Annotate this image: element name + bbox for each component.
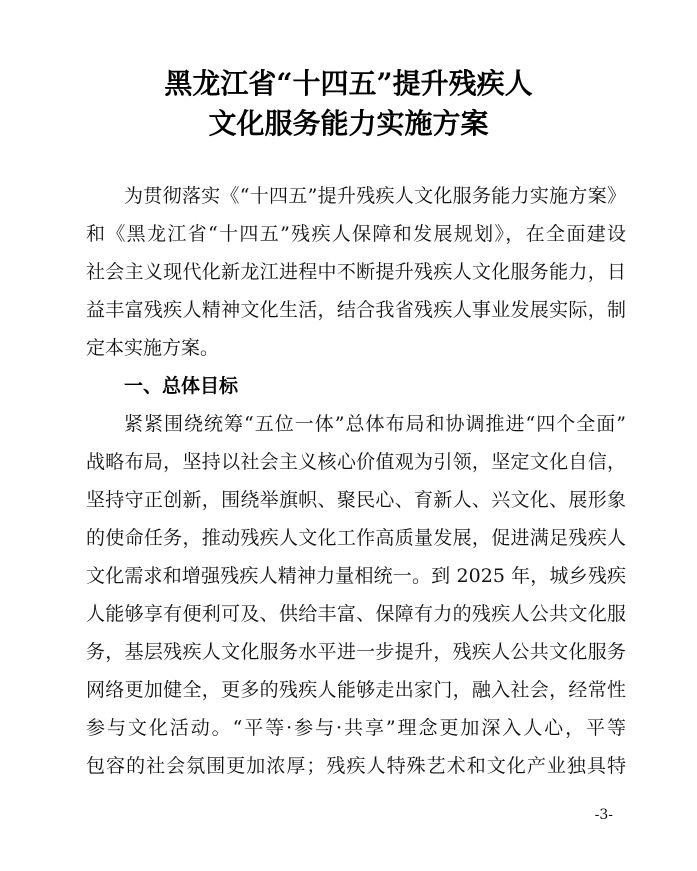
body-paragraph-line: 文化需求和增强残疾人精神力量相统一。到 2025 年，城乡残疾 [86, 565, 626, 587]
section-heading: 一、总体目标 [124, 375, 239, 397]
document-title-line-2: 文化服务能力实施方案 [208, 107, 489, 140]
intro-paragraph-line: 定本实施方案。 [86, 337, 220, 359]
document-title-line-1: 黑龙江省“十四五”提升残疾人 [164, 67, 533, 100]
intro-paragraph-line: 社会主义现代化新龙江进程中不断提升残疾人文化服务能力，日 [86, 261, 626, 283]
intro-paragraph-line: 为贯彻落实《“十四五”提升残疾人文化服务能力实施方案》 [124, 185, 626, 207]
body-paragraph-line: 包容的社会氛围更加浓厚；残疾人特殊艺术和文化产业独具特 [86, 755, 626, 777]
body-paragraph-line: 网络更加健全，更多的残疾人能够走出家门，融入社会，经常性 [86, 679, 626, 701]
body-paragraph-line: 战略布局，坚持以社会主义核心价值观为引领，坚定文化自信， [86, 451, 626, 473]
intro-paragraph-line: 和《黑龙江省“十四五”残疾人保障和发展规划》，在全面建设 [86, 223, 626, 245]
body-paragraph-line: 坚持守正创新，围绕举旗帜、聚民心、育新人、兴文化、展形象 [86, 489, 626, 511]
body-paragraph-line: 紧紧围绕统筹“五位一体”总体布局和协调推进“四个全面” [124, 413, 626, 435]
intro-paragraph-line: 益丰富残疾人精神文化生活，结合我省残疾人事业发展实际，制 [86, 299, 626, 321]
body-paragraph-line: 参与文化活动。“平等·参与·共享”理念更加深入人心，平等 [86, 717, 626, 739]
page-number: -3- [594, 807, 613, 823]
body-paragraph-line: 的使命任务，推动残疾人文化工作高质量发展，促进满足残疾人 [86, 527, 626, 549]
body-paragraph-line: 务，基层残疾人文化服务水平进一步提升，残疾人公共文化服务 [86, 641, 626, 663]
body-paragraph-line: 人能够享有便利可及、供给丰富、保障有力的残疾人公共文化服 [86, 603, 626, 625]
